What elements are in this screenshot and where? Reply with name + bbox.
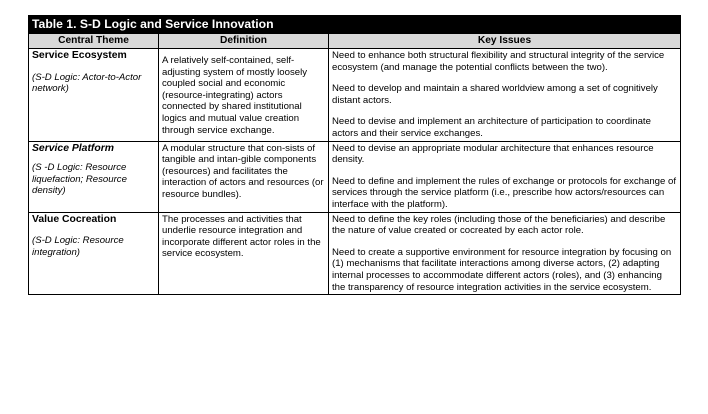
header-central-theme: Central Theme (29, 34, 159, 49)
definition-cell: A modular structure that con-sists of tangible and intan-gible components (resources) and facilitates the interaction of actors and resources (or resource bundles). (159, 141, 329, 212)
theme-cell (29, 49, 159, 142)
key-issues-cell (329, 141, 681, 212)
table-row-service-platform (29, 141, 681, 212)
theme-name: Service Platform (32, 142, 115, 154)
key-issue: Need to define the key roles (including those of the beneficiaries) and describe the nature of value created or cocreated by each actor role. (332, 213, 666, 237)
table-title: Table 1. S-D Logic and Service Innovation (29, 16, 681, 34)
table-row-service-ecosystem (29, 49, 681, 142)
theme-subtitle: (S-D Logic: Actor-to-Actor network) (32, 71, 142, 95)
theme-name: Value Cocreation (32, 213, 117, 225)
key-issues-cell (329, 212, 681, 295)
theme-subtitle: (S -D Logic: Resource liquefaction; Resource density) (32, 162, 127, 197)
key-issue: Need to create a supportive environment for resource integration by focusing on (1) mechanisms that facilitate interactions among diverse actors, (2) adapting internal processes to accommodate different actors (roles), and (3) enhancing the transparency of resource integration activities in the service ecosystem. (332, 246, 672, 293)
key-issue: Need to develop and maintain a shared worldview among a set of cognitively distant actors. (332, 83, 658, 106)
theme-cell (29, 212, 159, 295)
key-issue: Need to devise and implement an architecture of participation to coordinate actors and their service exchanges. (332, 116, 651, 139)
table-row-value-cocreation (29, 212, 681, 295)
key-issues-cell (329, 49, 681, 142)
key-issue: Need to devise an appropriate modular architecture that enhances resource density. (332, 142, 654, 166)
header-definition: Definition (159, 34, 329, 49)
key-issue: Need to define and implement the rules of exchange or protocols for exchange of services through the service platform (i.e., prescribe how actors/resources can interface with the platform). (332, 175, 676, 210)
table-caption-row (29, 16, 681, 34)
theme-name: Service Ecosystem (32, 50, 127, 61)
theme-cell (29, 141, 159, 212)
table-header-row (29, 34, 681, 49)
definition-cell: A relatively self-contained, self-adjusting system of mostly loosely coupled social and economic (resource-integrating) actors connected by shared institutional logics and mutual value creation through service exchange. (159, 49, 329, 142)
key-issue: Need to enhance both structural flexibility and structural integrity of the service ecosystem (and manage the potential conflicts between the two). (332, 50, 665, 73)
definition-cell: The processes and activities that underlie resource integration and incorporate different actor roles in the service ecosystem. (159, 212, 329, 295)
theme-subtitle: (S-D Logic: Resource integration) (32, 235, 124, 258)
sd-logic-table (28, 15, 681, 295)
header-key-issues: Key Issues (329, 34, 681, 49)
